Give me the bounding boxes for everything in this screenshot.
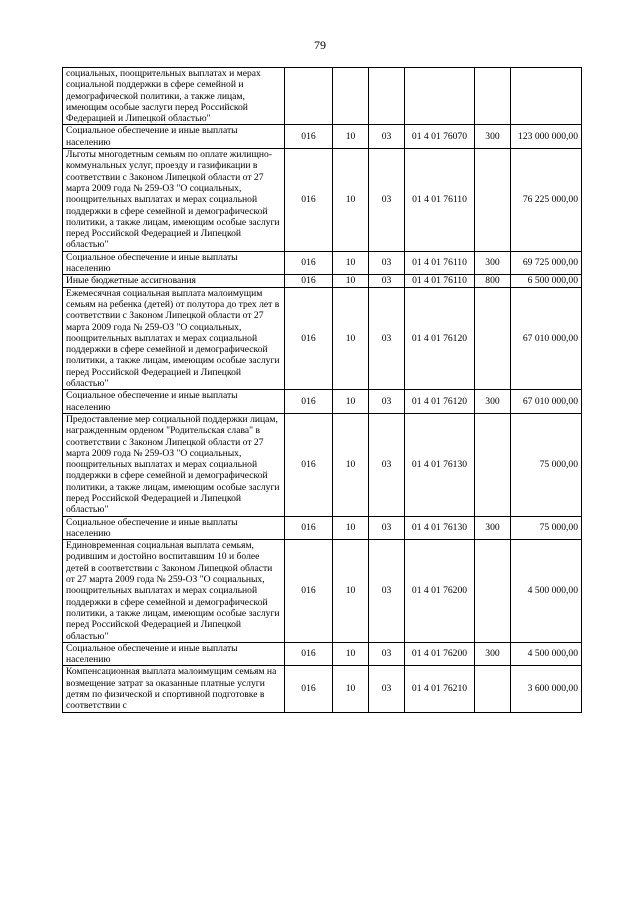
amount-cell: 76 225 000,00 — [511, 149, 582, 252]
amount-cell: 4 500 000,00 — [511, 540, 582, 643]
subsection-code-cell — [369, 68, 405, 125]
amount-cell: 6 500 000,00 — [511, 275, 582, 287]
section-code-cell: 10 — [333, 390, 369, 414]
amount-cell: 75 000,00 — [511, 516, 582, 540]
table-row — [63, 390, 582, 414]
row-name-cell: Ежемесячная социальная выплата малоимущим семьям на ребенка (детей) от полутора до трех лет в соответствии с Законом Липецкой области от 27 марта 2009 года № 259-ОЗ "О социальных, поощрительных выплатах и мерах социальной поддержки в сфере семейной и демографической политики, а также лицам, имеющим особые заслуги перед Российской Федерацией и Липецкой областью" — [63, 287, 285, 390]
ministry-code-cell: 016 — [285, 413, 333, 516]
ministry-code-cell: 016 — [285, 275, 333, 287]
ministry-code-cell: 016 — [285, 251, 333, 275]
expense-type-cell — [475, 540, 511, 643]
target-article-cell: 01 4 01 76200 — [405, 540, 475, 643]
amount-cell: 67 010 000,00 — [511, 390, 582, 414]
ministry-code-cell — [285, 68, 333, 125]
table-row — [63, 149, 582, 252]
subsection-code-cell: 03 — [369, 149, 405, 252]
target-article-cell: 01 4 01 76210 — [405, 666, 475, 712]
budget-table-body — [63, 68, 582, 713]
table-row — [63, 413, 582, 516]
row-name-cell: социальных, поощрительных выплатах и мерах социальной поддержки в сфере семейной и демографической политики, а также лицам, имеющим особые заслуги перед Российской Федерацией и Липецкой областью" — [63, 68, 285, 125]
subsection-code-cell: 03 — [369, 275, 405, 287]
target-article-cell: 01 4 01 76110 — [405, 275, 475, 287]
table-row — [63, 516, 582, 540]
page-number: 79 — [314, 38, 326, 52]
target-article-cell: 01 4 01 76070 — [405, 125, 475, 149]
ministry-code-cell: 016 — [285, 287, 333, 390]
amount-cell: 123 000 000,00 — [511, 125, 582, 149]
row-name-cell: Социальное обеспечение и иные выплаты населению — [63, 125, 285, 149]
amount-cell: 4 500 000,00 — [511, 642, 582, 666]
section-code-cell: 10 — [333, 275, 369, 287]
budget-table — [62, 67, 582, 713]
target-article-cell: 01 4 01 76130 — [405, 413, 475, 516]
expense-type-cell: 800 — [475, 275, 511, 287]
expense-type-cell: 300 — [475, 251, 511, 275]
amount-cell: 3 600 000,00 — [511, 666, 582, 712]
section-code-cell: 10 — [333, 666, 369, 712]
ministry-code-cell: 016 — [285, 390, 333, 414]
row-name-cell: Социальное обеспечение и иные выплаты населению — [63, 516, 285, 540]
row-name-cell: Единовременная социальная выплата семьям, родившим и достойно воспитавшим 10 и более детей в соответствии с Законом Липецкой области от 27 марта 2009 года № 259-ОЗ "О социальных, поощрительных выплатах и мерах социальной поддержки в сфере семейной и демографической политики, а также лицам, имеющим особые заслуги перед Российской Федерацией и Липецкой областью" — [63, 540, 285, 643]
subsection-code-cell: 03 — [369, 413, 405, 516]
ministry-code-cell: 016 — [285, 149, 333, 252]
target-article-cell — [405, 68, 475, 125]
amount-cell: 67 010 000,00 — [511, 287, 582, 390]
expense-type-cell: 300 — [475, 516, 511, 540]
subsection-code-cell: 03 — [369, 125, 405, 149]
subsection-code-cell: 03 — [369, 390, 405, 414]
expense-type-cell: 300 — [475, 642, 511, 666]
target-article-cell: 01 4 01 76120 — [405, 390, 475, 414]
table-row — [63, 68, 582, 125]
table-row — [63, 275, 582, 287]
subsection-code-cell: 03 — [369, 642, 405, 666]
table-row — [63, 287, 582, 390]
target-article-cell: 01 4 01 76130 — [405, 516, 475, 540]
row-name-cell: Социальное обеспечение и иные выплаты населению — [63, 390, 285, 414]
ministry-code-cell: 016 — [285, 540, 333, 643]
expense-type-cell: 300 — [475, 390, 511, 414]
section-code-cell: 10 — [333, 125, 369, 149]
ministry-code-cell: 016 — [285, 642, 333, 666]
section-code-cell: 10 — [333, 413, 369, 516]
subsection-code-cell: 03 — [369, 540, 405, 643]
expense-type-cell — [475, 68, 511, 125]
expense-type-cell: 300 — [475, 125, 511, 149]
section-code-cell: 10 — [333, 516, 369, 540]
row-name-cell: Социальное обеспечение и иные выплаты населению — [63, 642, 285, 666]
ministry-code-cell: 016 — [285, 125, 333, 149]
table-row — [63, 540, 582, 643]
target-article-cell: 01 4 01 76200 — [405, 642, 475, 666]
target-article-cell: 01 4 01 76110 — [405, 251, 475, 275]
target-article-cell: 01 4 01 76120 — [405, 287, 475, 390]
section-code-cell: 10 — [333, 251, 369, 275]
expense-type-cell — [475, 149, 511, 252]
table-row — [63, 125, 582, 149]
row-name-cell: Социальное обеспечение и иные выплаты населению — [63, 251, 285, 275]
amount-cell: 69 725 000,00 — [511, 251, 582, 275]
section-code-cell: 10 — [333, 642, 369, 666]
row-name-cell: Предоставление мер социальной поддержки лицам, награжденным орденом "Родительская слава" в соответствии с Законом Липецкой области от 27 марта 2009 года № 259-ОЗ "О социальных, поощрительных выплатах и мерах социальной поддержки в сфере семейной и демографической политики, а также лицам, имеющим особые заслуги перед Российской Федерацией и Липецкой областью" — [63, 413, 285, 516]
table-row — [63, 666, 582, 712]
expense-type-cell — [475, 287, 511, 390]
amount-cell: 75 000,00 — [511, 413, 582, 516]
section-code-cell: 10 — [333, 540, 369, 643]
table-row — [63, 251, 582, 275]
subsection-code-cell: 03 — [369, 516, 405, 540]
section-code-cell: 10 — [333, 287, 369, 390]
table-row — [63, 642, 582, 666]
target-article-cell: 01 4 01 76110 — [405, 149, 475, 252]
section-code-cell: 10 — [333, 149, 369, 252]
ministry-code-cell: 016 — [285, 516, 333, 540]
expense-type-cell — [475, 413, 511, 516]
expense-type-cell — [475, 666, 511, 712]
section-code-cell — [333, 68, 369, 125]
subsection-code-cell: 03 — [369, 251, 405, 275]
row-name-cell: Иные бюджетные ассигнования — [63, 275, 285, 287]
row-name-cell: Льготы многодетным семьям по оплате жилищно-коммунальных услуг, проезду и газификации в соответствии с Законом Липецкой области от 27 марта 2009 года № 259-ОЗ "О социальных, поощрительных выплатах и мерах социальной поддержки в сфере семейной и демографической политики, а также лицам, имеющим особые заслуги перед Российской Федерацией и Липецкой областью" — [63, 149, 285, 252]
row-name-cell: Компенсационная выплата малоимущим семьям на возмещение затрат за оказанные платные услуги детям по физической и спортивной подготовке в соответствии с — [63, 666, 285, 712]
amount-cell — [511, 68, 582, 125]
subsection-code-cell: 03 — [369, 287, 405, 390]
subsection-code-cell: 03 — [369, 666, 405, 712]
ministry-code-cell: 016 — [285, 666, 333, 712]
